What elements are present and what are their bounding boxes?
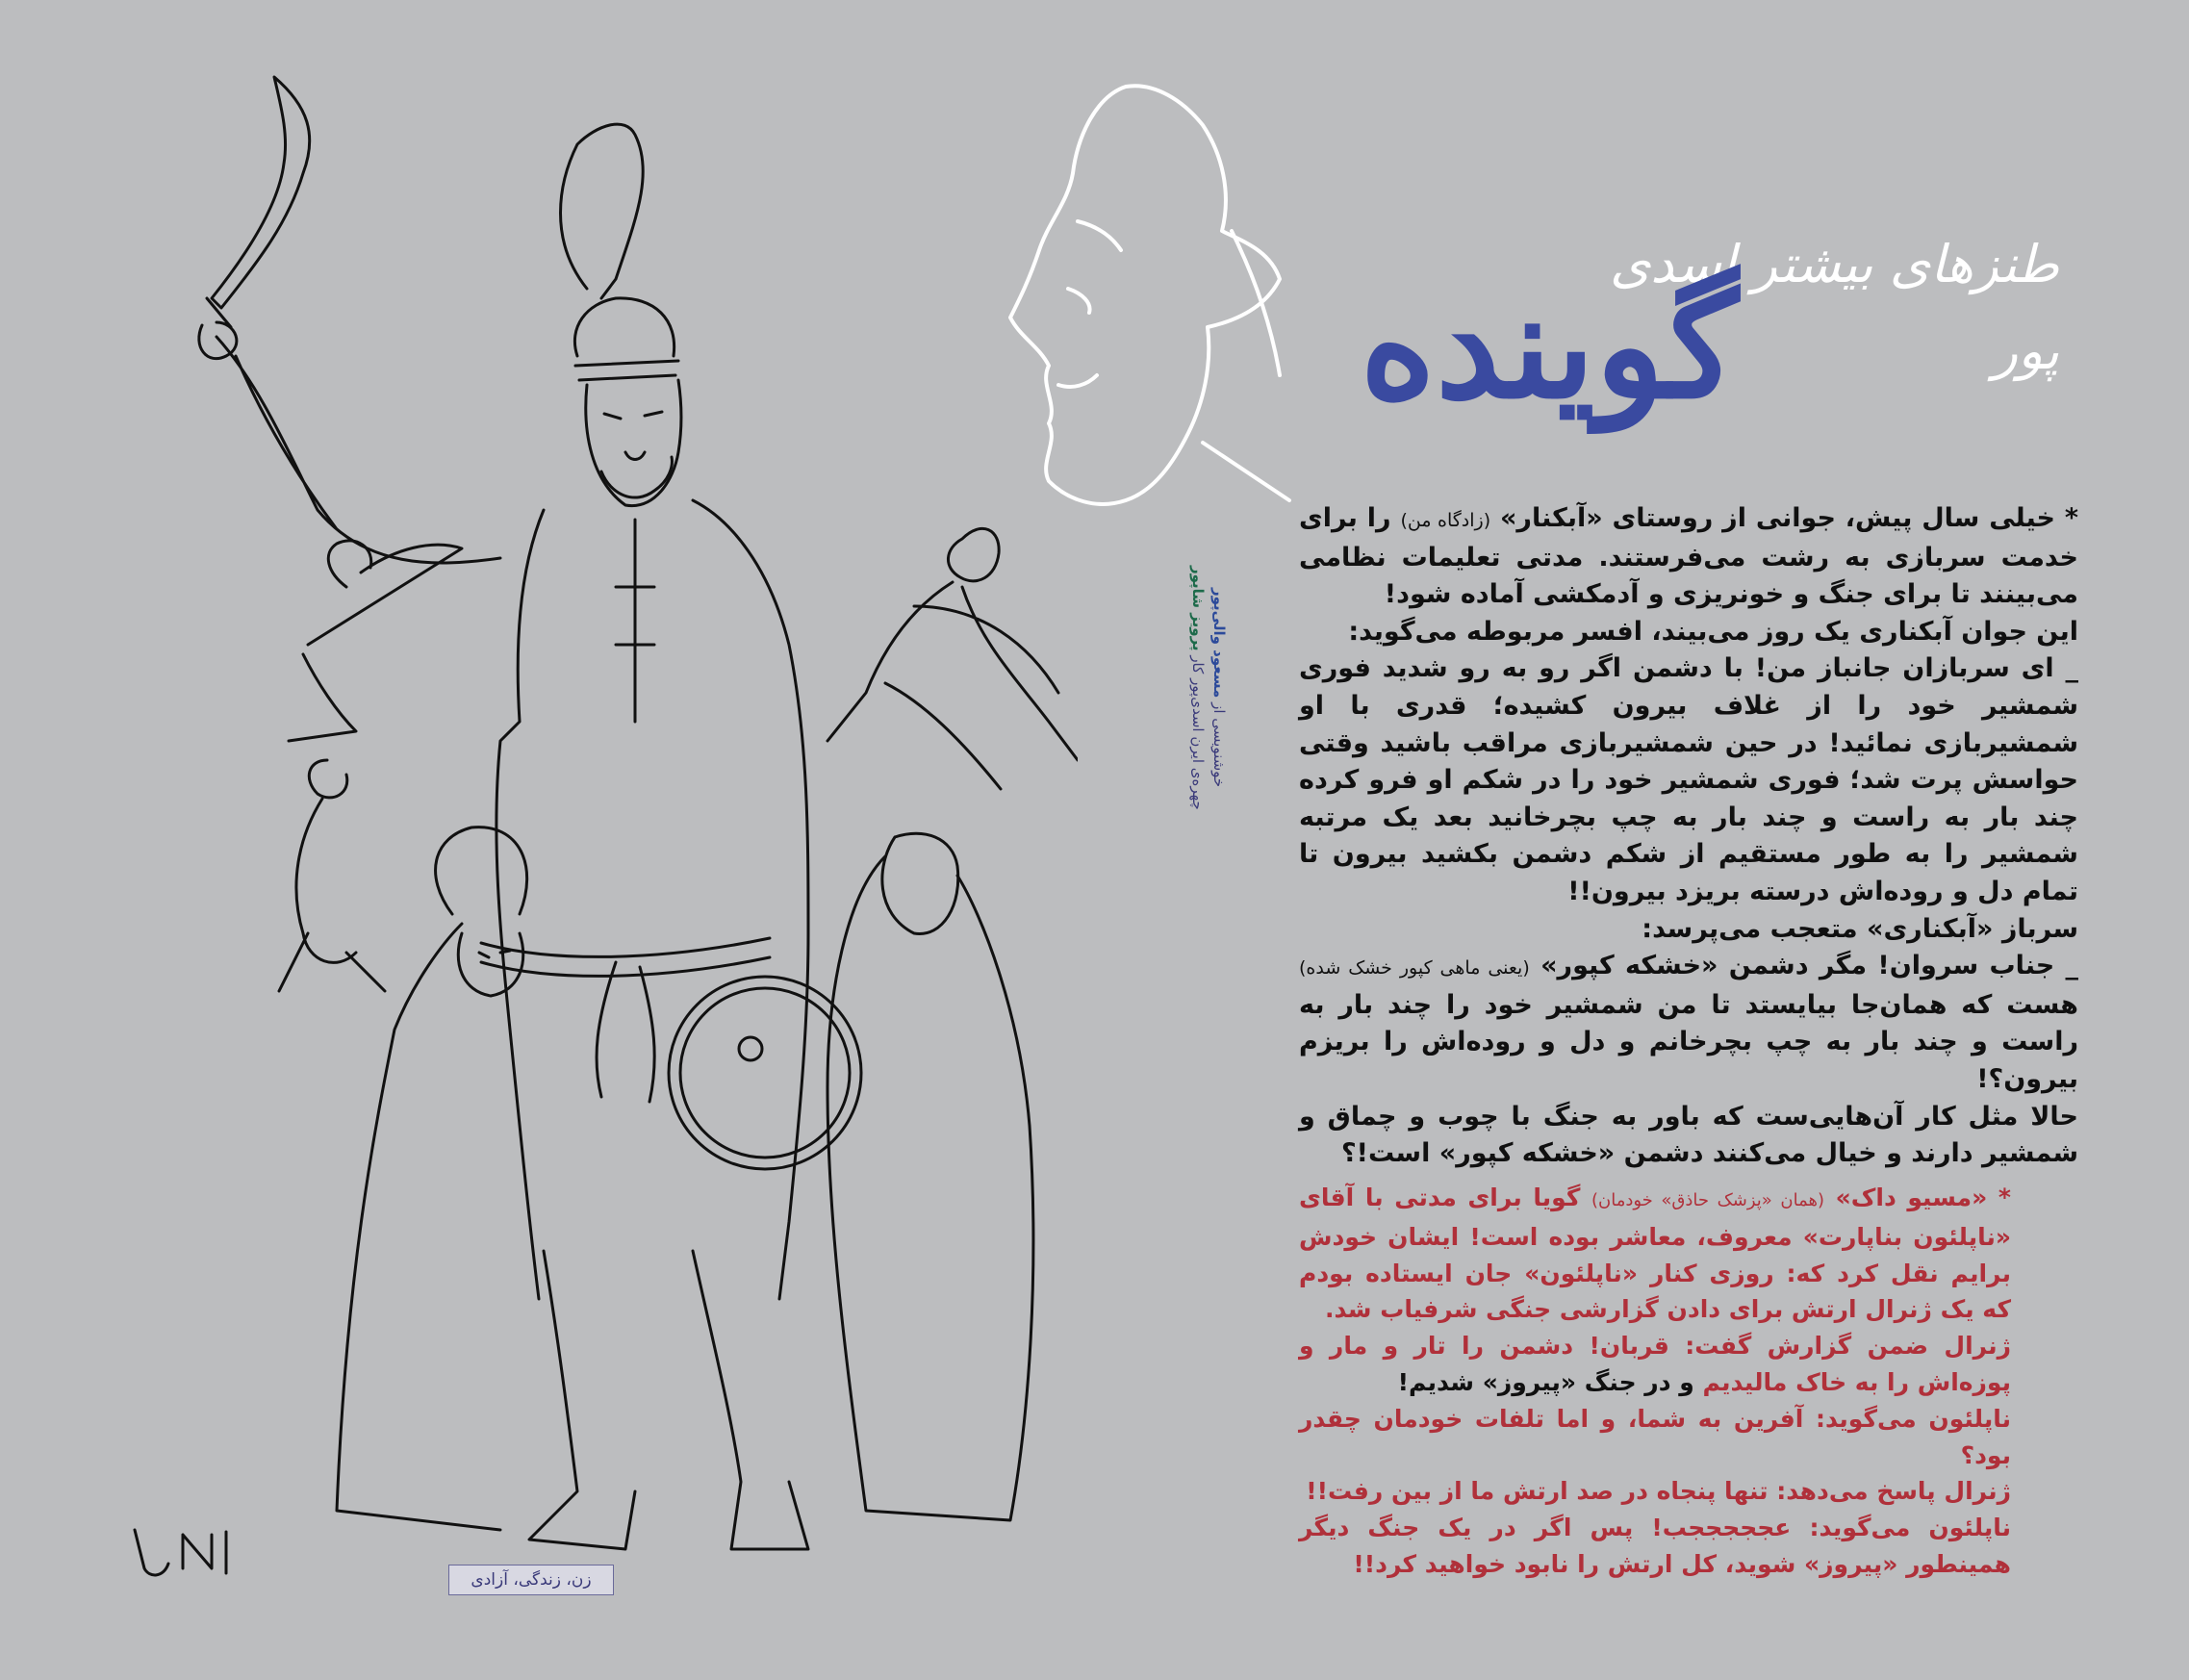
story-1-paragraph-3: _ ای سربازان جانباز من! با دشمن اگر رو به رو شدید فوری شمشیر خود را از غلاف بیرون کشیده؛ قدری با او شمشیربازی نمائید! در حین شمشیربازی مراقب باشید وقتی حواسش پرت شد؛ فوری شمشیر خود را در شکم او فرو کرده چند بار به راست و چند بار به چپ بچرخانید بعد یک مرتبه شمشیر را به طور مستقیم از شکم دشمن بکشید بیرون تا تمام دل و روده‌اش درسته بریزد بیرون!! (1299, 653, 2078, 906)
story-1-paragraph-5 (1299, 948, 2078, 1098)
slogan-label: زن، زندگی، آزادی (448, 1565, 614, 1595)
sword-icon (212, 77, 310, 308)
story-2-p2-start: ژنرال ضمن گزارش گفت: قربان! دشمن را تار و مار و پوزه‌اش را به خاک مالیدیم (1299, 1332, 2011, 1396)
credit-line-1-name: مسعود والی‌پور (1210, 588, 1228, 699)
story-1 (1299, 500, 2078, 1173)
story-2-paragraph-3: ناپلئون می‌گوید: آفرین به شما، و اما تلفات خودمان چقدر بود؟ (1299, 1404, 2011, 1469)
story-1-paragraph-1 (1299, 500, 2078, 614)
story-2-p1-aside: (همان «پزشک حاذق» خودمان) (1591, 1190, 1825, 1210)
story-1-paragraph-2: این جوان آبکناری یک روز می‌بیند، افسر مربوطه می‌گوید: (1348, 616, 2078, 647)
story-1-p1-end: را برای خدمت سربازی به رشت می‌فرستند. مدتی تعلیمات نظامی می‌بینند تا برای جنگ و خونریزی و آدمکشی آماده شود! (1299, 503, 2078, 610)
signature-icon (135, 1530, 226, 1575)
story-1-p1-start: * خیلی سال پیش، جوانی از روستای «آبکنار» (1499, 503, 2078, 533)
credit-line-1-from: از (1210, 702, 1228, 714)
story-1-paragraph-6: حالا مثل کار آن‌هایی‌ست که باور به جنگ با چوب و چماق و شمشیر دارند و خیال می‌کنند دشمن «خشکه کپور» است!؟ (1299, 1101, 2078, 1169)
story-2-p2-end: و در جنگ «پیروز» شدیم! (1397, 1367, 1694, 1396)
credit-line-2-prefix: چهره‌ی ایرن اسدی‌پور (1189, 678, 1207, 810)
story-2-p1-start: * «مسیو داک» (1835, 1184, 2011, 1211)
credit-line-2 (1187, 558, 1209, 818)
warrior-illustration (115, 67, 1078, 1607)
page-title: گوینده (1360, 262, 1739, 431)
story-2-paragraph-1 (1299, 1180, 2011, 1328)
belt-icon (481, 938, 770, 1102)
story-1-p5-aside: (یعنی ماهی کپور خشک شده) (1299, 957, 1530, 980)
title-subtitle: طنزهای بیشتر اسدی پور (1609, 234, 2059, 381)
plume-icon (561, 124, 644, 298)
credit-line-1-prefix: خوشنویسی (1210, 718, 1228, 788)
story-1-p5-start: _ جناب سروان! مگر دشمن «خشکه کپور» (1540, 951, 2078, 981)
story-2-paragraph-5: ناپلئون می‌گوید: عجججججب! پس اگر در یک جنگ دیگر همینطور «پیروز» شوید، کل ارتش را نابود خواهید کرد!! (1299, 1514, 2011, 1578)
story-1-p1-aside: (زادگاه من) (1400, 510, 1491, 531)
profile-portrait (981, 77, 1299, 520)
credit-line-2-name: پرویز شاپور (1189, 566, 1207, 651)
credit-line-1 (1209, 558, 1230, 818)
story-1-paragraph-4: سرباز «آبکناری» متعجب می‌پرسد: (1642, 913, 2078, 944)
story-1-p5-end: هست که همان‌جا بیایستد تا من شمشیر خود را چند بار به راست و چند بار به چپ بچرخانم و دل و روده‌اش را بریزم بیرون؟! (1299, 989, 2078, 1094)
running-figure-icon (948, 528, 999, 580)
credit-line-2-from: کار (1189, 655, 1207, 675)
story-2-p1-end: گویا برای مدتی با آقای «ناپلئون بناپارت» معروف، معاشر بوده است! ایشان خودش برایم نقل کرد که: روزی کنار «ناپلئون» جان ایستاده بودم که یک ژنرال ارتش برای دادن گزارشی جنگی شرفیاب شد. (1299, 1184, 2011, 1324)
story-2 (1299, 1180, 2011, 1583)
calligraphy-credit (1162, 558, 1230, 818)
story-2-paragraph-2 (1299, 1328, 2011, 1401)
story-2-paragraph-4: ژنرال پاسخ می‌دهد: تنها پنجاه در صد ارتش ما از بین رفت!! (1306, 1477, 2011, 1506)
